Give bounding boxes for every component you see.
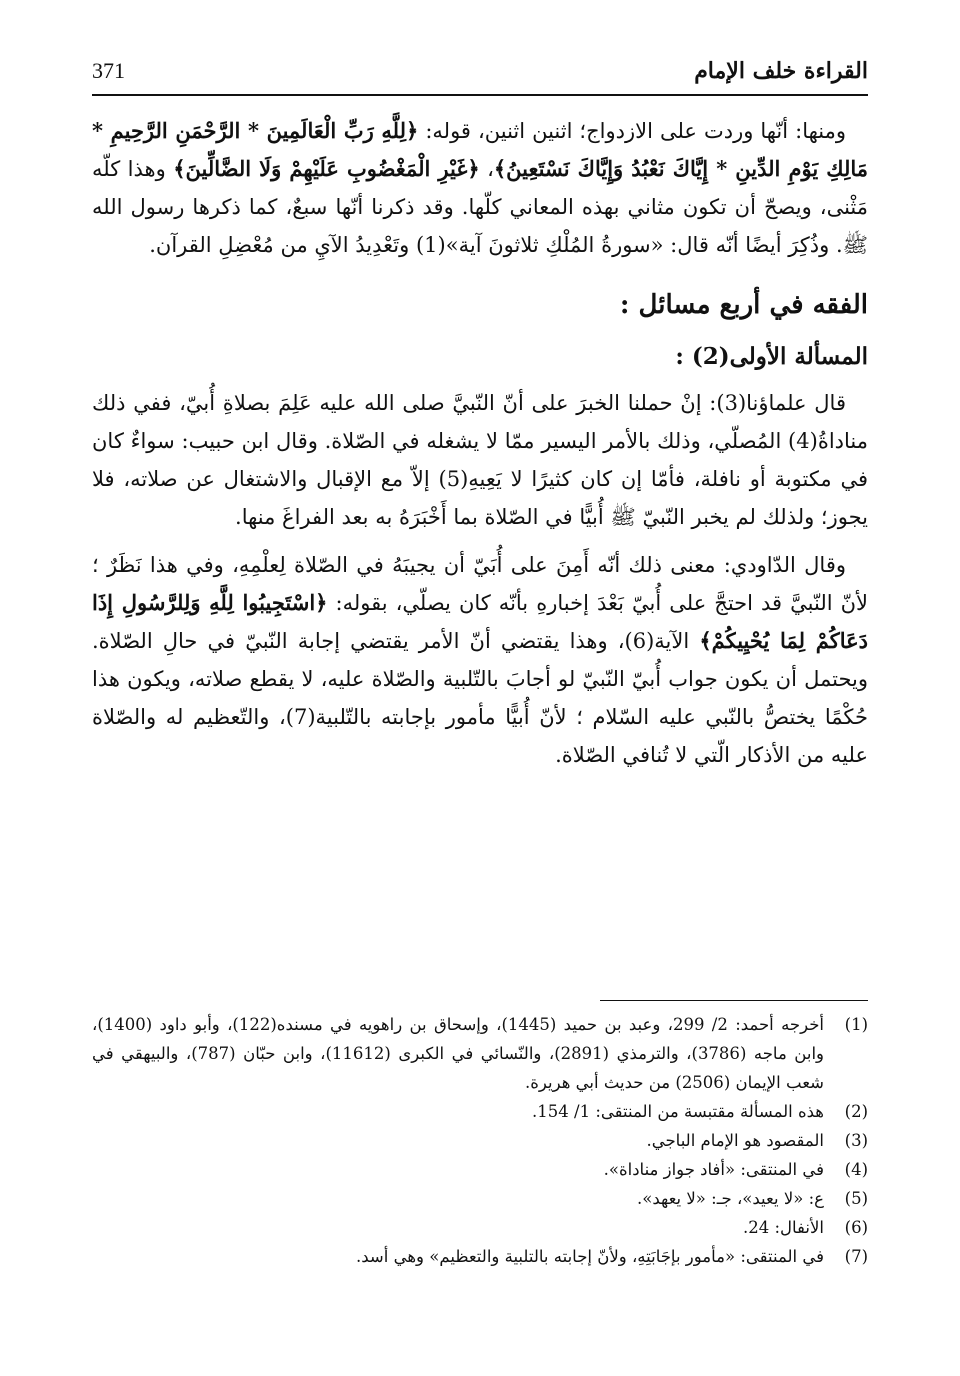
main-text <box>92 112 868 774</box>
footnote-text: أخرجه أحمد: 2/ 299، وعبد بن حميد (1445)، وإسحاق بن راهويه في مسنده(122)، وأبو داود (1400)، وابن ماجه (3786)، والترمذي (2891)، والنّسائي في الكبرى (11612)، وابن حبّان (787)، والبيهقي في شعب الإيمان (2506) من حديث أبي هريرة. <box>92 1015 825 1092</box>
issue-heading: المسألة الأولى(2) : <box>675 343 868 370</box>
footnote-text: المقصود هو الإمام الباجي. <box>646 1131 824 1150</box>
paragraph-gap <box>92 536 868 546</box>
quran-verse: ﴿غَيْرِ الْمَغْضُوبِ عَلَيْهِمْ وَلَا الضَّالِّينَ﴾ <box>173 156 480 181</box>
footnote-text: هذه المسألة مقتبسة من المنتقى: 1/ 154. <box>532 1102 824 1121</box>
page-header <box>92 52 868 96</box>
section-heading: الفقه في أربع مسائل : <box>619 290 868 320</box>
page-number: 371 <box>92 58 125 83</box>
paragraph: قال علماؤنا(3): إنْ حملنا الخبرَ على أنّ النّبيَّ صلى الله عليه عَلِمَ بصلاةِ أُبيّ، ففي ذلك مناداةُ(4) المُصلّي، وذلك بالأمر اليسير ممّا لا يشغله في الصّلاة. وقال ابن حبيب: سواءٌ كان في مكتوبة أو نافلة، فأمّا إن كان كثيرًا لا يَعِيهِ(5) إلاّ مع الإقبال والاشتغال عن صلاته، فلا يجوز؛ ولذلك لم يخبر النّبيّ ﷺ أُبيًّا في الصّلاة بما أَخْبَرَهُ به بعد الفراغَ منها. <box>92 391 868 529</box>
quran-verse: ﴿اسْتَجِيبُوا لِلَّهِ وَلِلرَّسُولِ إِذَا دَعَاكُمْ لِمَا يُحْيِيكُمْ﴾ <box>92 590 868 653</box>
footnotes <box>92 1010 868 1271</box>
footnote <box>92 1184 868 1213</box>
text-span: ، <box>479 157 494 181</box>
text-span: الآية(6)، وهذا يقتضي أنّ الأمر يقتضي إجابة النّبيّ في حالِ الصّلاة. ويحتمل أن يكون جواب أُبيّ النّبيّ لو أجابَ بالتّلبية والصّلاة عليه، لا يقطع صلاته، ويكون هذا حُكْمًا يختصُّ بالنّبي عليه السّلام ؛ لأنّ أُبيًّا مأمور بإجابته بالتّلبية(7)، والتّعظيم له والصّلاة عليه من الأذكار الّتي لا تُنافي الصّلاة. <box>92 629 868 767</box>
text-span: ومنها: أنّها وردت على الازدواج؛ اثنين اثنين، قوله: <box>418 119 847 143</box>
text-span: وهذا كلّه مَثْنى، ويصحّ أن تكون مثاني بهذه المعاني كلّها. وقد ذكرنا أنّها سبعٌ، كما ذكرها رسول الله ﷺ. وذُكِرَ أيضًا أنّه قال: «سورةُ المُلْكِ ثلاثونَ آية»(1) وتَعْدِيدُ الآيِ من مُعْضِلِ القرآن. <box>92 157 868 257</box>
footnote <box>92 1097 868 1126</box>
footnote <box>92 1155 868 1184</box>
quran-verse: ﴿لِلَّهِ رَبِّ الْعَالَمِينَ * الرَّحْمَنِ الرَّحِيمِ * مَالِكِ يَوْمِ الدِّينِ * إِيَّاكَ نَعْبُدُ وَإِيَّاكَ نَسْتَعِينُ﴾ <box>92 118 869 181</box>
footnote-number: (7) <box>844 1247 868 1266</box>
text-span: وقال الدّاودي: معنى ذلك أنّه أَمِنَ على أُبَيّ أن يجيبَهُ في الصّلاة لِعلْمِهِ، وفي هذا نَظَرٌ ؛ لأنّ النّبيَّ قد احتجَّ على أُبيّ بَعْدَ إخبارهِ بأنّه كان يصلّي، بقوله: <box>92 553 868 615</box>
footnote-number: (3) <box>844 1131 868 1150</box>
footnote-number: (1) <box>844 1015 868 1034</box>
footnote <box>92 1242 868 1271</box>
paragraph <box>92 546 868 774</box>
footnote-text: الأنفال: 24. <box>742 1218 824 1237</box>
footnote-number: (2) <box>844 1102 868 1121</box>
running-title: القراءة خلف الإمام <box>694 58 868 84</box>
footnote-text: ع: «لا يعيد»، جـ: «لا يعهد». <box>636 1189 824 1208</box>
footnote-number: (6) <box>844 1218 868 1237</box>
footnote-text: في المنتقى: «أفاد جواز مناداة». <box>603 1160 824 1179</box>
paragraph <box>92 112 868 264</box>
footnote-number: (4) <box>844 1160 868 1179</box>
footnote <box>92 1213 868 1242</box>
footnote-text: في المنتقى: «مأمور بإجَابَتِهِ، ولأنّ إجابته بالتلبية والتعظيم» وهي أسد. <box>356 1247 824 1266</box>
footnote-separator <box>600 1000 868 1001</box>
footnote <box>92 1010 868 1097</box>
footnote-number: (5) <box>844 1189 868 1208</box>
footnote <box>92 1126 868 1155</box>
